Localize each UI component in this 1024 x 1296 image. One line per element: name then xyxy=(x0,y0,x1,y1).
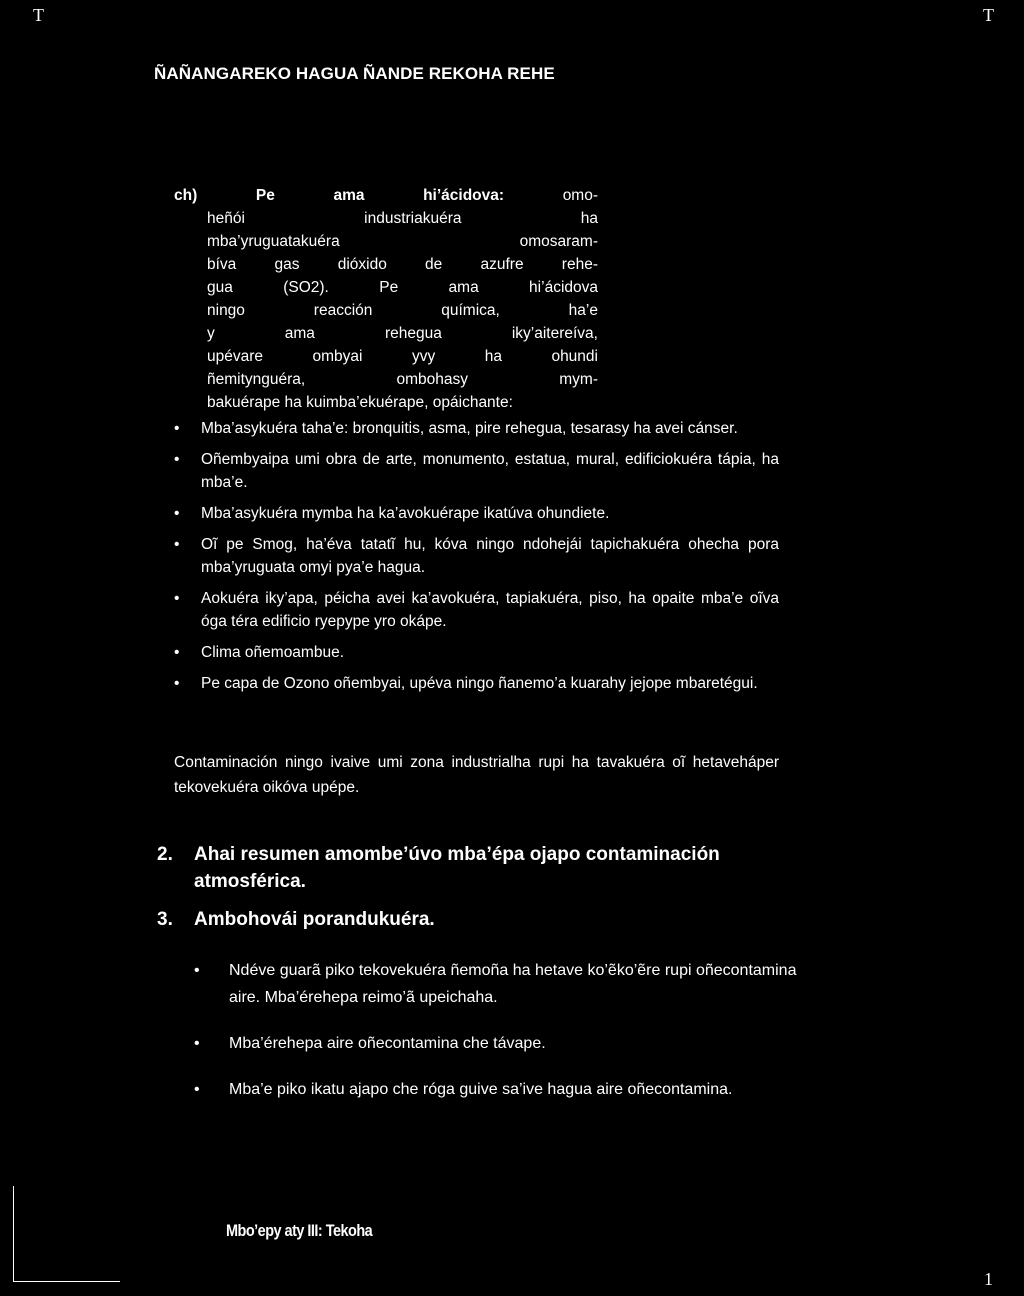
question-text: Ahai resumen amombe’úvo mba’épa ojapo contaminación atmosférica. xyxy=(194,844,720,892)
list-item xyxy=(174,417,779,440)
bullet-icon: • xyxy=(174,675,180,692)
list-item xyxy=(194,957,814,1011)
list-item-text: Aokuéra iky’apa, péicha avei ka’avokuéra, tapiakuéra, piso, ha opaite mba’e oĩva óga téra edificio ryepype yro okápe. xyxy=(201,590,779,630)
bullet-icon: • xyxy=(174,590,180,607)
question-text: Ambohovái porandukuéra. xyxy=(194,909,435,930)
list-item-text: Mba’asykuéra mymba ha ka’avokuérape ikatúva ohundiete. xyxy=(201,505,610,522)
bullet-icon: • xyxy=(174,644,180,661)
bullet-icon: • xyxy=(174,536,180,553)
list-item xyxy=(194,1076,814,1103)
list-item xyxy=(194,1030,814,1057)
bullet-icon: • xyxy=(174,420,180,437)
list-item-text: Clima oñemoambue. xyxy=(201,644,345,661)
question-3 xyxy=(157,906,797,933)
item-ch-line: bakuérape ha kuimba’ekuérape, opáichante: xyxy=(207,394,513,411)
item-ch xyxy=(174,184,598,414)
bullet-icon: • xyxy=(194,962,200,979)
item-ch-line: ñemitynguéra, ombohasy mym- xyxy=(207,371,598,388)
summary-paragraph: Contaminación ningo ivaive umi zona industrialha rupi ha tavakuéra oĩ hetaveháper tekovekuéra oikóva upépe. xyxy=(174,754,779,796)
margin-rule-horizontal xyxy=(13,1281,120,1282)
bullet-icon: • xyxy=(194,1035,200,1052)
list-item xyxy=(174,448,779,494)
crop-mark-top-right: T xyxy=(983,5,994,25)
list-item xyxy=(174,672,779,695)
item-ch-line: ningo reacción química, ha’e xyxy=(207,302,598,319)
bullet-icon: • xyxy=(174,505,180,522)
list-item-text: Mba’e piko ikatu ajapo che róga guive sa’ive hagua aire oñecontamina. xyxy=(229,1081,733,1098)
list-item-text: Mba’asykuéra taha’e: bronquitis, asma, pire rehegua, tesarasy ha avei cánser. xyxy=(201,420,738,437)
page-footer: Mbo’epy aty III: Tekoha xyxy=(226,1221,373,1240)
item-ch-term: Pe ama hi’ácidova: xyxy=(255,187,505,204)
bullet-icon: • xyxy=(194,1081,200,1098)
list-item-text: Mba’érehepa aire oñecontamina che távape. xyxy=(229,1035,546,1052)
item-ch-line: heñói industriakuéra ha xyxy=(207,210,598,227)
crop-mark-top-left: T xyxy=(33,5,44,25)
list-item-text: Pe capa de Ozono oñembyai, upéva ningo ñanemo’a kuarahy jejope mbaretégui. xyxy=(201,675,758,692)
list-item xyxy=(174,533,779,579)
question-number: 2. xyxy=(157,844,173,865)
page-header: ÑAÑANGAREKO HAGUA ÑANDE REKOHA REHE xyxy=(154,64,555,83)
list-item xyxy=(174,587,779,633)
item-ch-line: y ama rehegua iky’aitereíva, xyxy=(207,325,598,342)
item-ch-line: upévare ombyai yvy ha ohundi xyxy=(207,348,598,365)
item-ch-line: mba’yruguatakuéra omosaram- xyxy=(207,233,598,250)
question-number: 3. xyxy=(157,909,173,930)
question-2 xyxy=(157,841,797,895)
item-ch-marker: ch) xyxy=(174,187,198,204)
list-item xyxy=(174,502,779,525)
list-item-text: Oĩ pe Smog, ha’éva tatatĩ hu, kóva ningo ndohejái tapichakuéra ohecha pora mba’yruguata omyi pya’e hagua. xyxy=(201,536,779,576)
list-item-text: Oñembyaipa umi obra de arte, monumento, estatua, mural, edificiokuéra tápia, ha mba’e. xyxy=(201,451,779,491)
effects-list xyxy=(174,417,779,703)
margin-rule-vertical xyxy=(13,1186,14,1282)
list-item xyxy=(174,641,779,664)
sub-questions-list xyxy=(194,957,814,1122)
list-item-text: Ndéve guarã piko tekovekuéra ñemoña ha hetave ko’ẽko’ẽre rupi oñecontamina aire. Mba’érehepa reimo’ã upeichaha. xyxy=(229,962,797,1006)
crop-mark-bottom-right: 1 xyxy=(984,1269,993,1289)
item-ch-first-line xyxy=(174,184,598,207)
item-ch-line: gua (SO2). Pe ama hi’ácidova xyxy=(207,279,598,296)
item-ch-line1-rest: omo- xyxy=(562,187,599,204)
item-ch-line: bíva gas dióxido de azufre rehe- xyxy=(207,256,598,273)
bullet-icon: • xyxy=(174,451,180,468)
